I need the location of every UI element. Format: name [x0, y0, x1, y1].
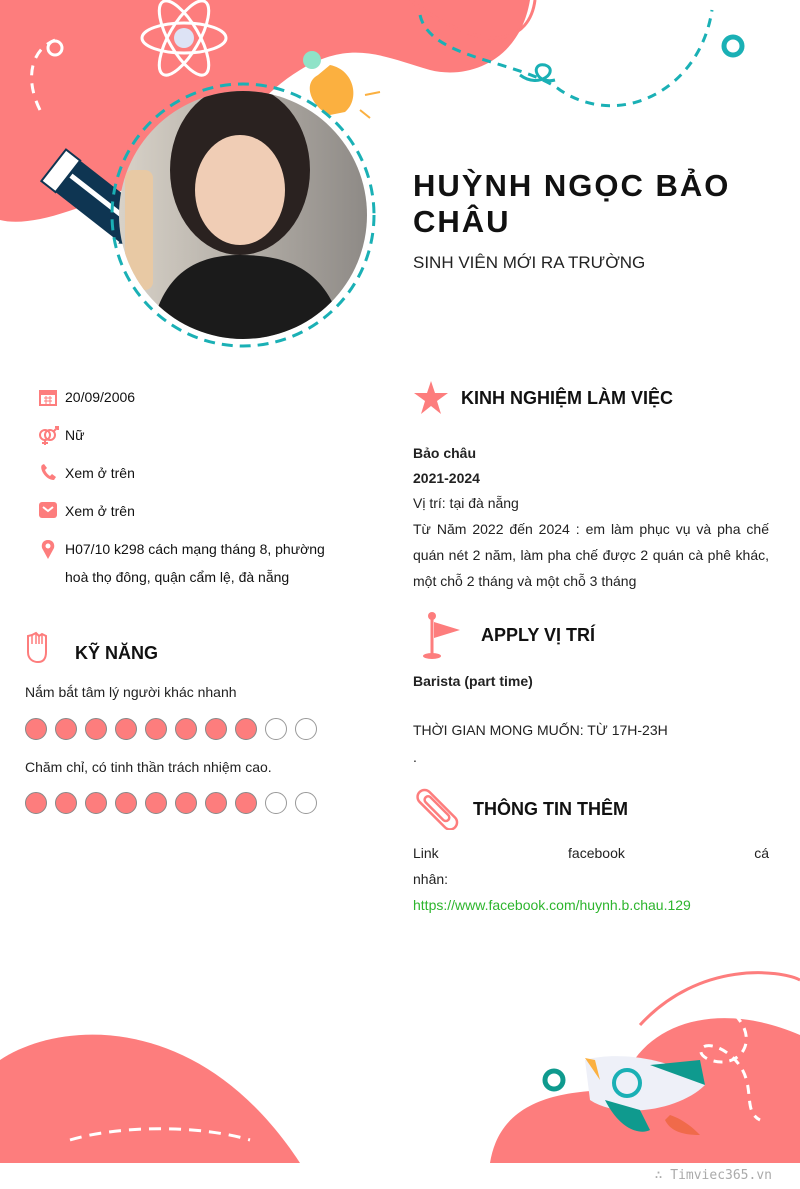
rating-dot-filled [115, 718, 137, 740]
skill-rating [25, 718, 317, 740]
experience-period: 2021-2024 [413, 470, 480, 486]
candidate-position: SINH VIÊN MỚI RA TRƯỜNG [413, 253, 646, 272]
gender-icon [30, 421, 65, 449]
rating-dot-filled [145, 792, 167, 814]
flag-icon [422, 612, 464, 660]
location-icon [30, 535, 65, 591]
rating-dot-filled [235, 718, 257, 740]
footer-decoration [0, 940, 800, 1165]
paperclip-icon [416, 788, 460, 830]
more-info-prefix: Link facebook cá nhân: [413, 845, 769, 887]
skill-rating [25, 792, 317, 814]
rating-dot-empty [265, 792, 287, 814]
rating-dot-empty [295, 792, 317, 814]
rating-dot-filled [145, 718, 167, 740]
experience-entry [413, 441, 769, 594]
experience-location: Vị trí: tại đà nẵng [413, 495, 519, 511]
apply-role: Barista (part time) [413, 673, 533, 689]
email: Xem ở trên [65, 503, 135, 519]
phone-icon [30, 459, 65, 487]
rating-dot-filled [175, 718, 197, 740]
experience-heading: KINH NGHIỆM LÀM VIỆC [461, 388, 674, 408]
apply-heading: APPLY VỊ TRÍ [481, 625, 596, 645]
rating-dot-filled [25, 792, 47, 814]
apply-time: THỜI GIAN MONG MUỐN: TỪ 17H-23H [413, 722, 668, 738]
hand-icon [24, 630, 48, 664]
lightbulb-icon [303, 51, 380, 118]
rating-dot-filled [235, 792, 257, 814]
phone: Xem ở trên [65, 465, 135, 481]
rating-dot-filled [205, 718, 227, 740]
rating-dot-filled [55, 718, 77, 740]
rating-dot-empty [265, 718, 287, 740]
skills-heading: KỸ NĂNG [75, 643, 159, 663]
email-icon [30, 497, 65, 525]
birthdate: 20/09/2006 [65, 389, 136, 405]
calendar-icon [30, 383, 65, 411]
rating-dot-filled [175, 792, 197, 814]
watermark: ∴ Timviec365.vn [654, 1168, 772, 1183]
more-info-heading: THÔNG TIN THÊM [473, 799, 628, 819]
rating-dot-filled [205, 792, 227, 814]
rating-dot-filled [85, 792, 107, 814]
rating-dot-filled [25, 718, 47, 740]
star-icon [414, 381, 448, 414]
more-info-text [413, 840, 769, 918]
experience-company: Bảo châu [413, 445, 477, 461]
rating-dot-filled [115, 792, 137, 814]
rating-dot-empty [295, 718, 317, 740]
rating-dot-filled [85, 718, 107, 740]
skill-label: Nắm bắt tâm lý người khác nhanh [25, 684, 237, 700]
facebook-link[interactable]: https://www.facebook.com/huynh.b.chau.129 [413, 897, 691, 913]
rating-dot-filled [55, 792, 77, 814]
apply-dot: . [413, 749, 417, 765]
candidate-name: HUỲNH NGỌC BẢO CHÂU [413, 168, 731, 239]
address: H07/10 k298 cách mạng tháng 8, phường hoà thọ đông, quận cẩm lệ, đà nẵng [65, 541, 325, 585]
skill-label: Chăm chỉ, có tinh thần trách nhiệm cao. [25, 759, 272, 775]
gender: Nữ [65, 427, 85, 443]
experience-description: Từ Năm 2022 đến 2024 : em làm phục vụ và pha chế quán nét 2 năm, làm pha chế được 2 quán cà phê khác, một chỗ 2 tháng và một chỗ 3 tháng [413, 521, 769, 589]
